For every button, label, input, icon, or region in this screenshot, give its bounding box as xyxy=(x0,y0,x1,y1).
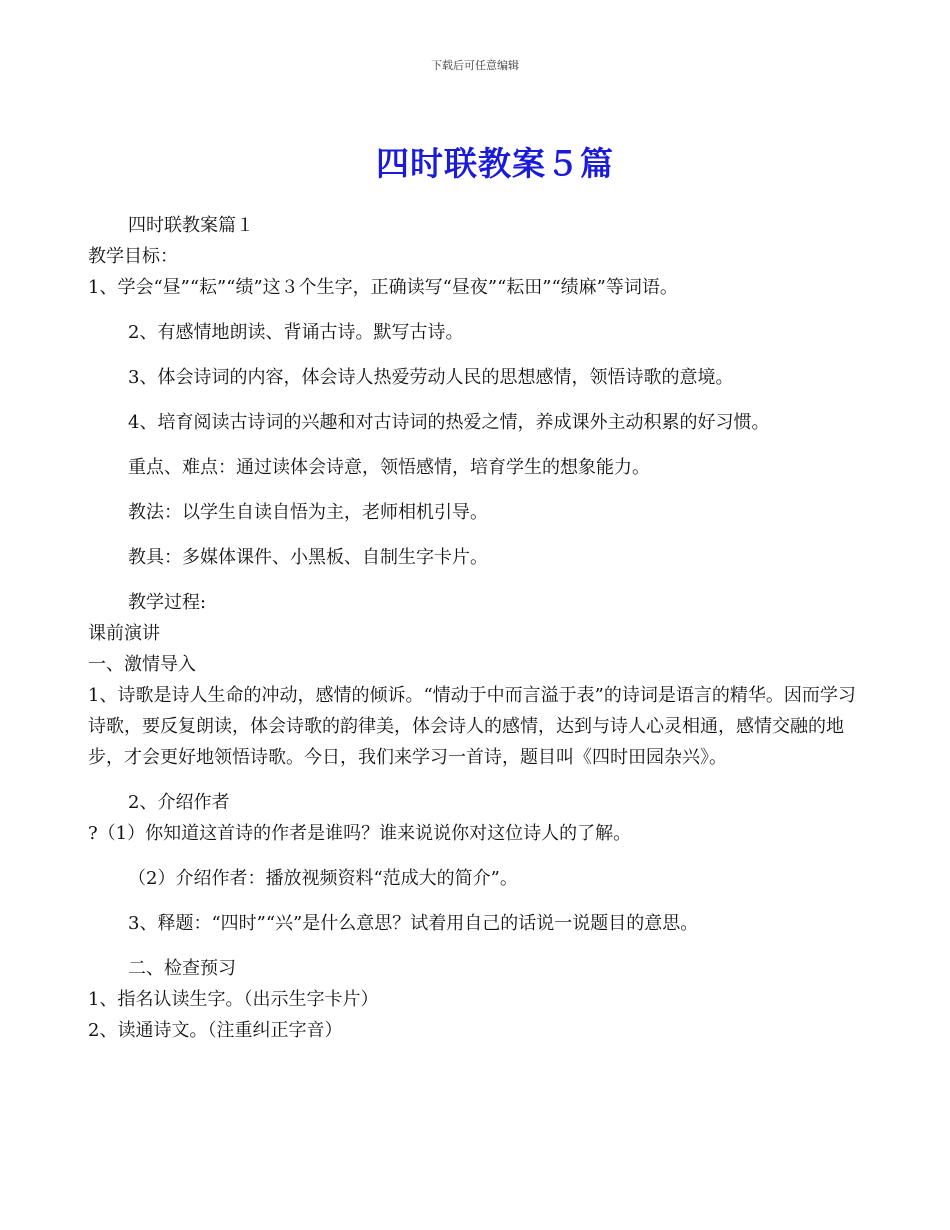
paragraph: 3、体会诗词的内容，体会诗人热爱劳动人民的思想感情，领悟诗歌的意境。 xyxy=(128,367,734,388)
paragraph: 3、释题：“四时”“兴”是什么意思？试着用自己的话说一说题目的意思。 xyxy=(128,913,699,934)
paragraph: 重点、难点：通过读体会诗意，领悟感情，培育学生的想象能力。 xyxy=(128,457,650,478)
paragraph: 教学过程: xyxy=(128,592,207,613)
paragraph: 2、介绍作者 xyxy=(128,792,230,813)
section-heading: 四时联教案篇１ xyxy=(128,215,254,236)
paragraph: 2、读通诗文。（注重纠正字音） xyxy=(88,1020,343,1041)
paragraph: 教具：多媒体课件、小黑板、自制生字卡片。 xyxy=(128,547,488,568)
paragraph: ?（1）你知道这首诗的作者是谁吗？谁来说说你对这位诗人的了解。 xyxy=(88,823,632,844)
paragraph: 二、检查预习 xyxy=(128,958,236,979)
paragraph: 教法：以学生自读自悟为主，老师相机引导。 xyxy=(128,502,488,523)
paragraph: 一、激情导入 xyxy=(88,654,196,675)
paragraph: （2）介绍作者：播放视频资料“范成大的简介”。 xyxy=(128,868,518,889)
paragraph: 1、诗歌是诗人生命的冲动，感情的倾诉。“情动于中而言溢于表”的诗词是语言的精华。因而学习诗歌，要反复朗读，体会诗歌的韵律美，体会诗人的感情，达到与诗人心灵相通，感情交融的地步，才会更好地领悟诗歌。今日，我们来学习一首诗，题目叫《四时田园杂兴》。 xyxy=(88,685,856,768)
paragraph: 课前演讲 xyxy=(88,623,160,644)
paragraph: 教学目标： xyxy=(88,246,178,267)
paragraph: 1、学会“昼”“耘”“绩”这３个生字，正确读写“昼夜”“耘田”“绩麻”等词语。 xyxy=(88,277,678,298)
paragraph: 4、培育阅读古诗词的兴趣和对古诗词的热爱之情，养成课外主动积累的好习惯。 xyxy=(128,412,770,433)
document-body xyxy=(88,210,868,1046)
paragraph: 2、有感情地朗读、背诵古诗。默写古诗。 xyxy=(128,322,464,343)
document-title: 四时联教案５篇 xyxy=(376,144,614,183)
header-note: 下载后可任意编辑 xyxy=(431,59,519,72)
paragraph: 1、指名认读生字。（出示生字卡片） xyxy=(88,989,379,1010)
